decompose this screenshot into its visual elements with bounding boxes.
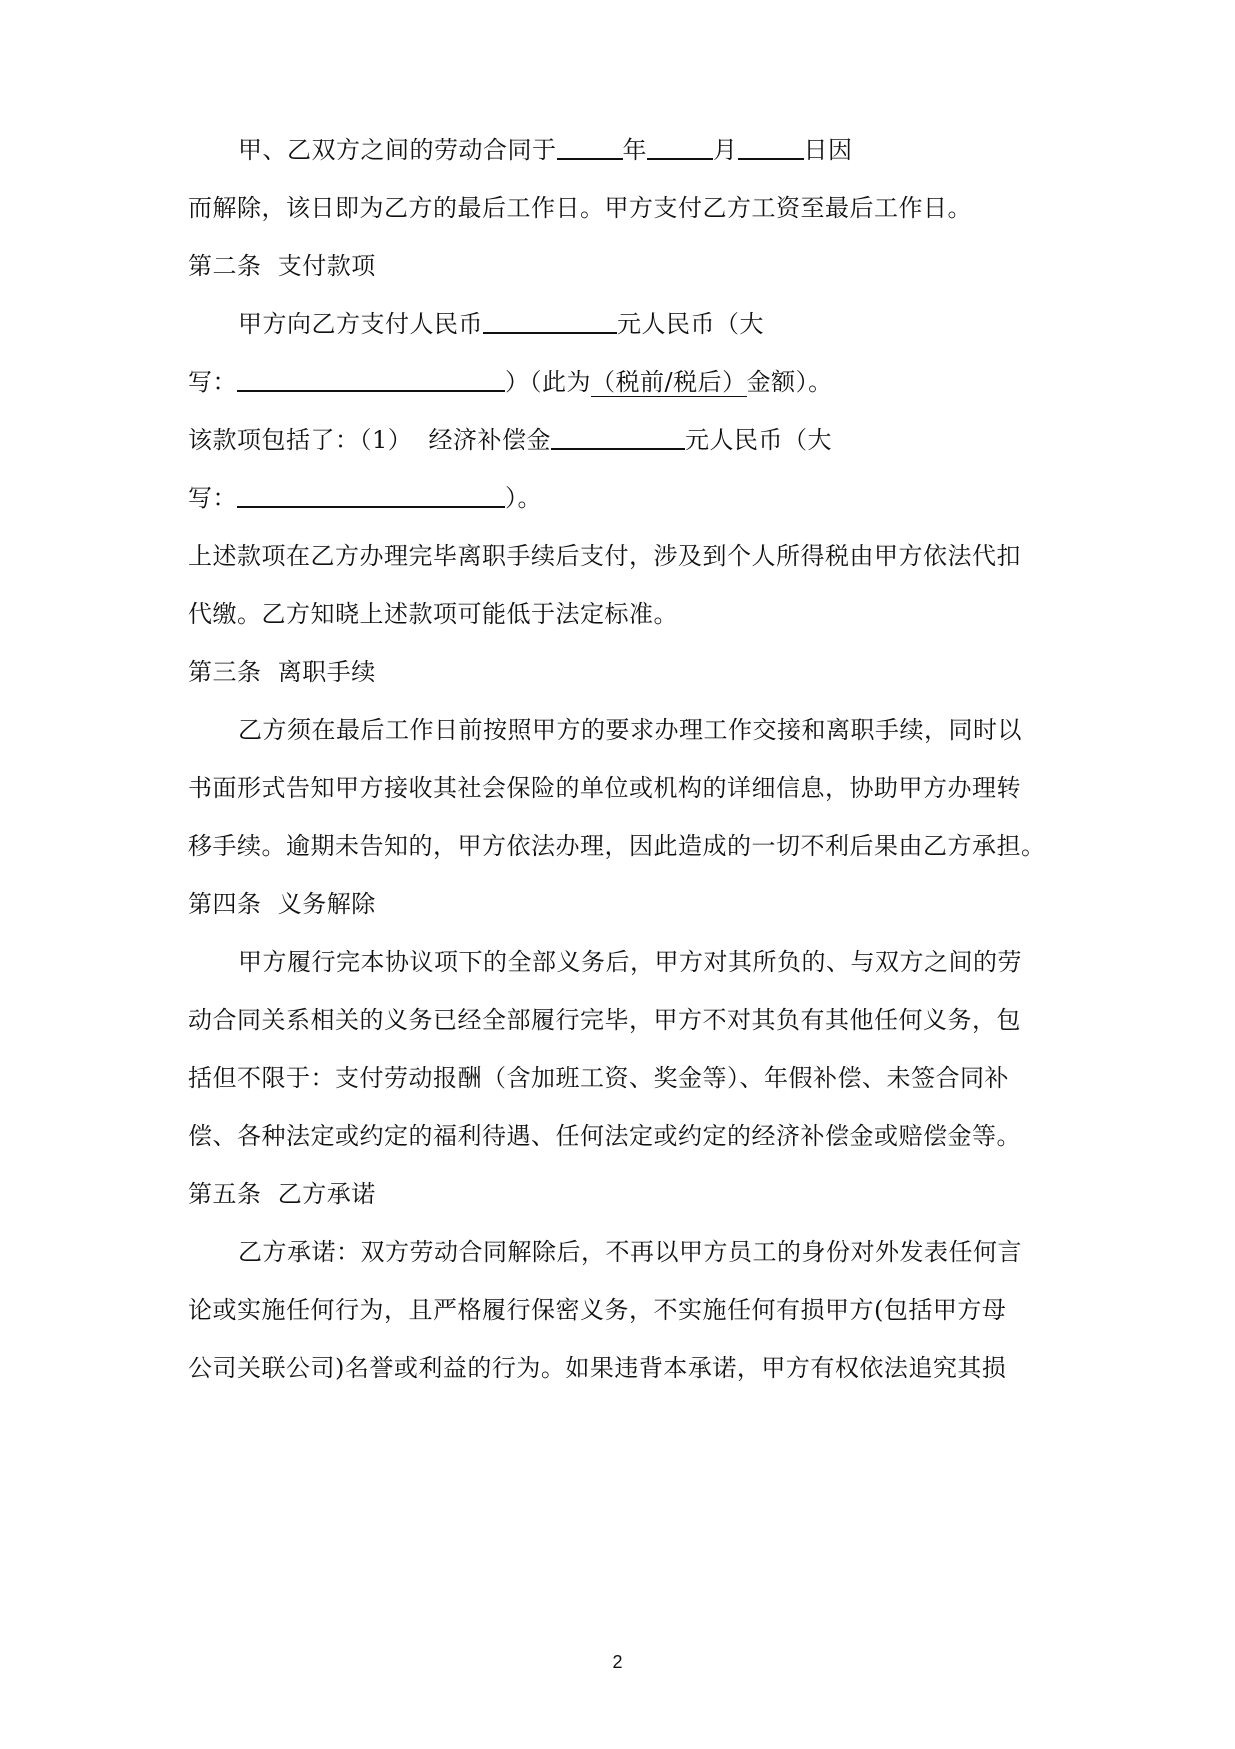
clause2-line3 (188, 425, 832, 455)
clause2-line2 (188, 367, 833, 397)
clause2-heading: 第二条 支付款项 (188, 252, 376, 280)
compensation-words-blank (237, 484, 505, 508)
clause4-line4: 偿、各种法定或约定的福利待遇、任何法定或约定的经济补偿金或赔偿金等。 (188, 1122, 1021, 1150)
text: 元人民币（大 (685, 426, 833, 454)
text: 元人民币（大 (617, 310, 764, 338)
text: 甲、乙双方之间的劳动合同于 (238, 136, 557, 164)
clause5-line1: 乙方承诺：双方劳动合同解除后，不再以甲方员工的身份对外发表任何言 (238, 1238, 1022, 1266)
clause1-line1 (238, 135, 853, 165)
clause4-heading: 第四条 义务解除 (188, 890, 376, 918)
clause1-line2: 而解除，该日即为乙方的最后工作日。甲方支付乙方工资至最后工作日。 (188, 194, 972, 222)
month-label: 月 (713, 136, 738, 164)
text: ）。 (505, 484, 542, 512)
text: 该款项包括了：（1） 经济补偿金 (188, 426, 552, 454)
page-number: 2 (612, 1652, 623, 1672)
text: ）（此为 (505, 368, 591, 396)
clause4-line1: 甲方履行完本协议项下的全部义务后，甲方对其所负的、与双方之间的劳 (238, 948, 1022, 976)
clause2-line5: 上述款项在乙方办理完毕离职手续后支付，涉及到个人所得税由甲方依法代扣 (188, 542, 1021, 570)
clause2-line1 (238, 309, 764, 339)
year-label: 年 (622, 136, 647, 164)
clause4-line2: 动合同关系相关的义务已经全部履行完毕，甲方不对其负有其他任何义务，包 (188, 1006, 1021, 1034)
clause2-line4 (188, 483, 542, 513)
day-blank (738, 136, 804, 160)
clause2-line6: 代缴。乙方知晓上述款项可能低于法定标准。 (188, 600, 678, 628)
amount-blank (483, 310, 617, 334)
clause4-line3: 括但不限于：支付劳动报酬（含加班工资、奖金等）、年假补偿、未签合同补 (188, 1064, 1009, 1092)
text: 写： (188, 368, 237, 396)
clause5-line2: 论或实施任何行为，且严格履行保密义务，不实施任何有损甲方(包括甲方母 (188, 1296, 1007, 1324)
tax-option: （税前/税后） (591, 368, 747, 396)
clause3-line2: 书面形式告知甲方接收其社会保险的单位或机构的详细信息，协助甲方办理转 (188, 774, 1021, 802)
text: 甲方向乙方支付人民币 (238, 310, 483, 338)
clause3-line3: 移手续。逾期未告知的，甲方依法办理，因此造成的一切不利后果由乙方承担。 (188, 832, 1046, 860)
compensation-blank (551, 426, 685, 450)
text: 写： (188, 484, 237, 512)
clause5-line3: 公司关联公司)名誉或利益的行为。如果违背本承诺，甲方有权依法追究其损 (188, 1354, 1007, 1382)
month-blank (647, 136, 713, 160)
year-blank (557, 136, 623, 160)
clause5-heading: 第五条 乙方承诺 (188, 1180, 376, 1208)
amount-words-blank (237, 368, 505, 392)
text: 金额）。 (746, 368, 833, 396)
clause3-line1: 乙方须在最后工作日前按照甲方的要求办理工作交接和离职手续，同时以 (238, 716, 1022, 744)
day-label: 日因 (803, 136, 853, 164)
clause3-heading: 第三条 离职手续 (188, 658, 376, 686)
